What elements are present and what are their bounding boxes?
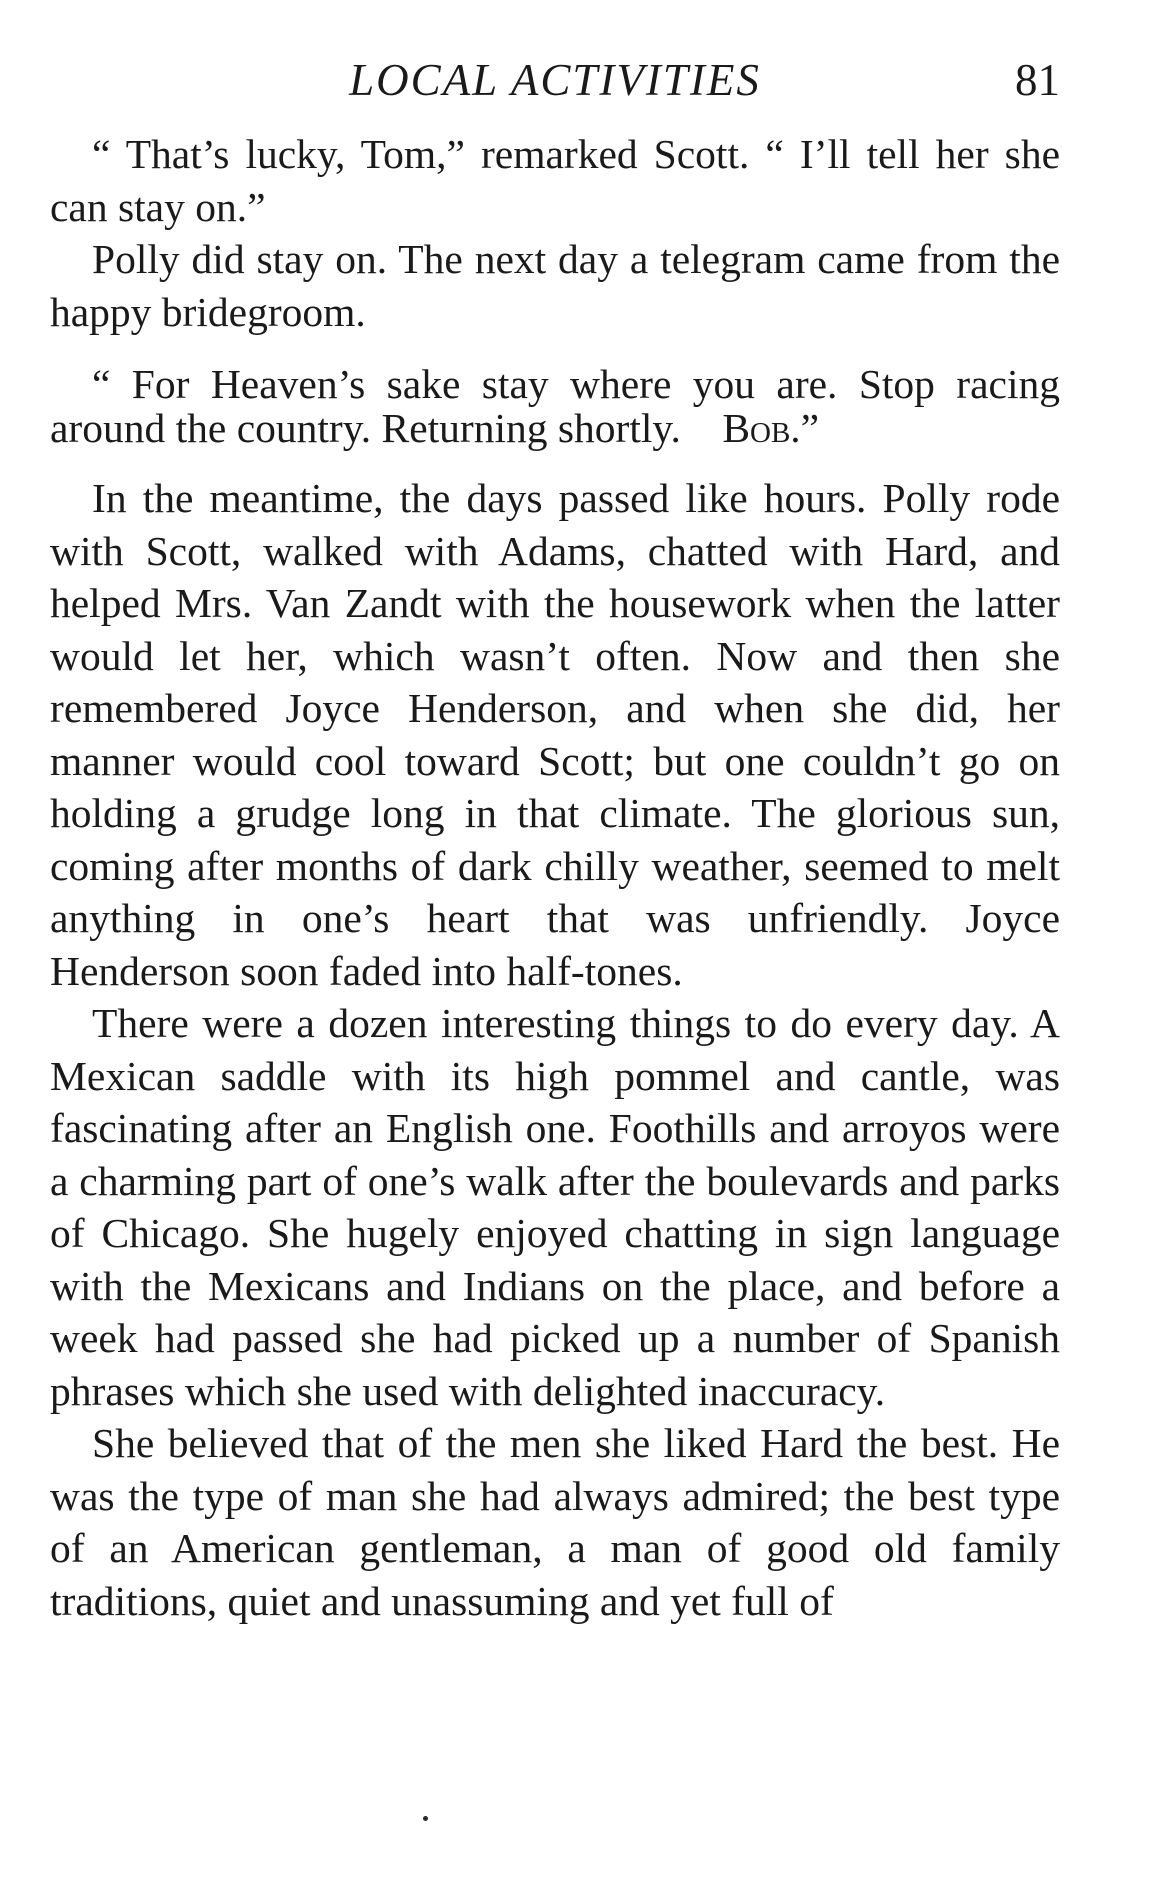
paragraph-5: There were a dozen interesting things to do every day. A Mexican saddle with its high pommel and cantle, was fascinating after an English one. Foothills and arroyos were a charming part of one’s walk after the boulevards and parks of Chicago. She hugely enjoyed chatting in sign language with the Mexicans and Indians on the place, and before a week had passed she had picked up a number of Spanish phrases which she used with delighted inaccuracy. <box>50 1000 1060 1414</box>
page-number: 81 <box>1015 55 1060 105</box>
paragraph-4: In the meantime, the days passed like hours. Polly rode with Scott, walked with Adams, chatted with Hard, and helped Mrs. Van Zandt with the housework when the latter would let her, which wasn’t often. Now and then she remembered Joyce Henderson, and when she did, her manner would cool toward Scott; but one couldn’t go on holding a grudge long in that climate. The glorious sun, coming after months of dark chilly weather, seemed to melt anything in one’s heart that was unfriendly. Joyce Henderson soon faded into half-tones. <box>50 475 1060 994</box>
telegram-quote <box>50 362 1060 450</box>
paragraph-2: Polly did stay on. The next day a telegram came from the happy bridegroom. <box>50 236 1060 335</box>
paragraph-6: She believed that of the men she liked Hard the best. He was the type of man she had always admired; the best type of an American gentleman, a man of good old family traditions, quiet and unassuming and yet full of <box>50 1420 1060 1624</box>
page-header <box>50 54 1060 114</box>
telegram-signature: Bob.” <box>722 405 820 451</box>
paragraph-1: “ That’s lucky, Tom,” remarked Scott. “ I’ll tell her she can stay on.” <box>50 131 1060 230</box>
running-head: LOCAL ACTIVITIES <box>349 55 761 105</box>
telegram-text: “ For Heaven’s sake stay where you are. Stop racing around the country. Returning shortly. <box>50 361 1060 451</box>
printing-speck <box>423 1816 428 1821</box>
body-text <box>50 128 1060 1627</box>
